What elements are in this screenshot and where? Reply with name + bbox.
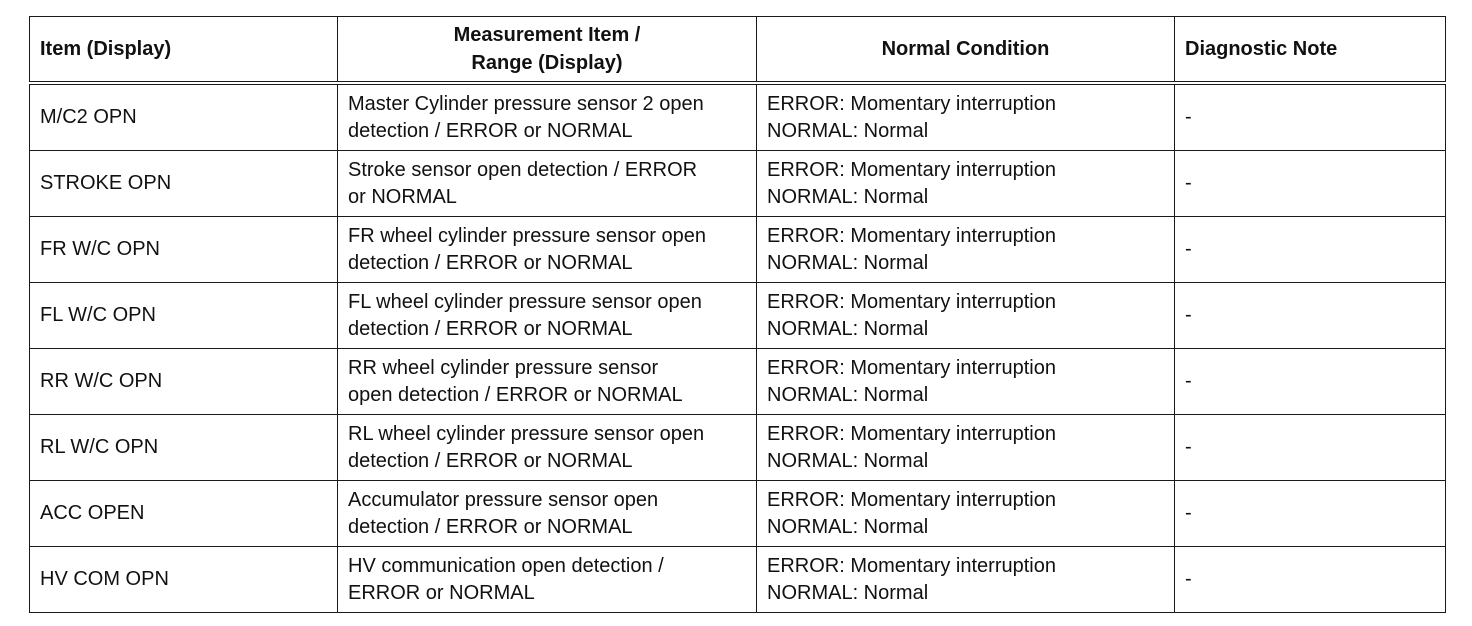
- cell-condition: ERROR: Momentary interruption NORMAL: Normal: [757, 481, 1175, 547]
- cell-condition: ERROR: Momentary interruption NORMAL: Normal: [757, 283, 1175, 349]
- cell-note: -: [1175, 481, 1446, 547]
- table-row: [30, 283, 1446, 349]
- cell-note: -: [1175, 217, 1446, 283]
- cell-measurement: FR wheel cylinder pressure sensor open detection / ERROR or NORMAL: [338, 217, 757, 283]
- table-row: [30, 481, 1446, 547]
- cell-measurement: FL wheel cylinder pressure sensor open detection / ERROR or NORMAL: [338, 283, 757, 349]
- cell-condition: ERROR: Momentary interruption NORMAL: Normal: [757, 83, 1175, 151]
- table-header-row: [30, 17, 1446, 84]
- cell-item: FR W/C OPN: [30, 217, 338, 283]
- cell-measurement: RR wheel cylinder pressure sensor open detection / ERROR or NORMAL: [338, 349, 757, 415]
- cell-note: -: [1175, 415, 1446, 481]
- cell-condition: ERROR: Momentary interruption NORMAL: Normal: [757, 349, 1175, 415]
- cell-condition: ERROR: Momentary interruption NORMAL: Normal: [757, 547, 1175, 613]
- header-measurement-range: Measurement Item / Range (Display): [338, 17, 757, 84]
- cell-note: -: [1175, 349, 1446, 415]
- cell-item: FL W/C OPN: [30, 283, 338, 349]
- cell-measurement: Stroke sensor open detection / ERROR or NORMAL: [338, 151, 757, 217]
- diagnostic-table-container: [29, 16, 1445, 613]
- cell-item: HV COM OPN: [30, 547, 338, 613]
- table-row: [30, 349, 1446, 415]
- header-item-display: Item (Display): [30, 17, 338, 84]
- cell-item: RL W/C OPN: [30, 415, 338, 481]
- cell-item: STROKE OPN: [30, 151, 338, 217]
- data-list-table: [29, 16, 1446, 613]
- table-row: [30, 415, 1446, 481]
- cell-measurement: Accumulator pressure sensor open detection / ERROR or NORMAL: [338, 481, 757, 547]
- cell-note: -: [1175, 283, 1446, 349]
- table-row: [30, 151, 1446, 217]
- cell-measurement: HV communication open detection / ERROR or NORMAL: [338, 547, 757, 613]
- cell-condition: ERROR: Momentary interruption NORMAL: Normal: [757, 151, 1175, 217]
- header-diagnostic-note: Diagnostic Note: [1175, 17, 1446, 84]
- header-normal-condition: Normal Condition: [757, 17, 1175, 84]
- cell-measurement: RL wheel cylinder pressure sensor open detection / ERROR or NORMAL: [338, 415, 757, 481]
- cell-item: M/C2 OPN: [30, 83, 338, 151]
- cell-measurement: Master Cylinder pressure sensor 2 open detection / ERROR or NORMAL: [338, 83, 757, 151]
- cell-note: -: [1175, 547, 1446, 613]
- cell-condition: ERROR: Momentary interruption NORMAL: Normal: [757, 415, 1175, 481]
- table-row: [30, 217, 1446, 283]
- table-row: [30, 547, 1446, 613]
- cell-item: RR W/C OPN: [30, 349, 338, 415]
- cell-note: -: [1175, 151, 1446, 217]
- cell-condition: ERROR: Momentary interruption NORMAL: Normal: [757, 217, 1175, 283]
- cell-item: ACC OPEN: [30, 481, 338, 547]
- table-row: [30, 83, 1446, 151]
- cell-note: -: [1175, 83, 1446, 151]
